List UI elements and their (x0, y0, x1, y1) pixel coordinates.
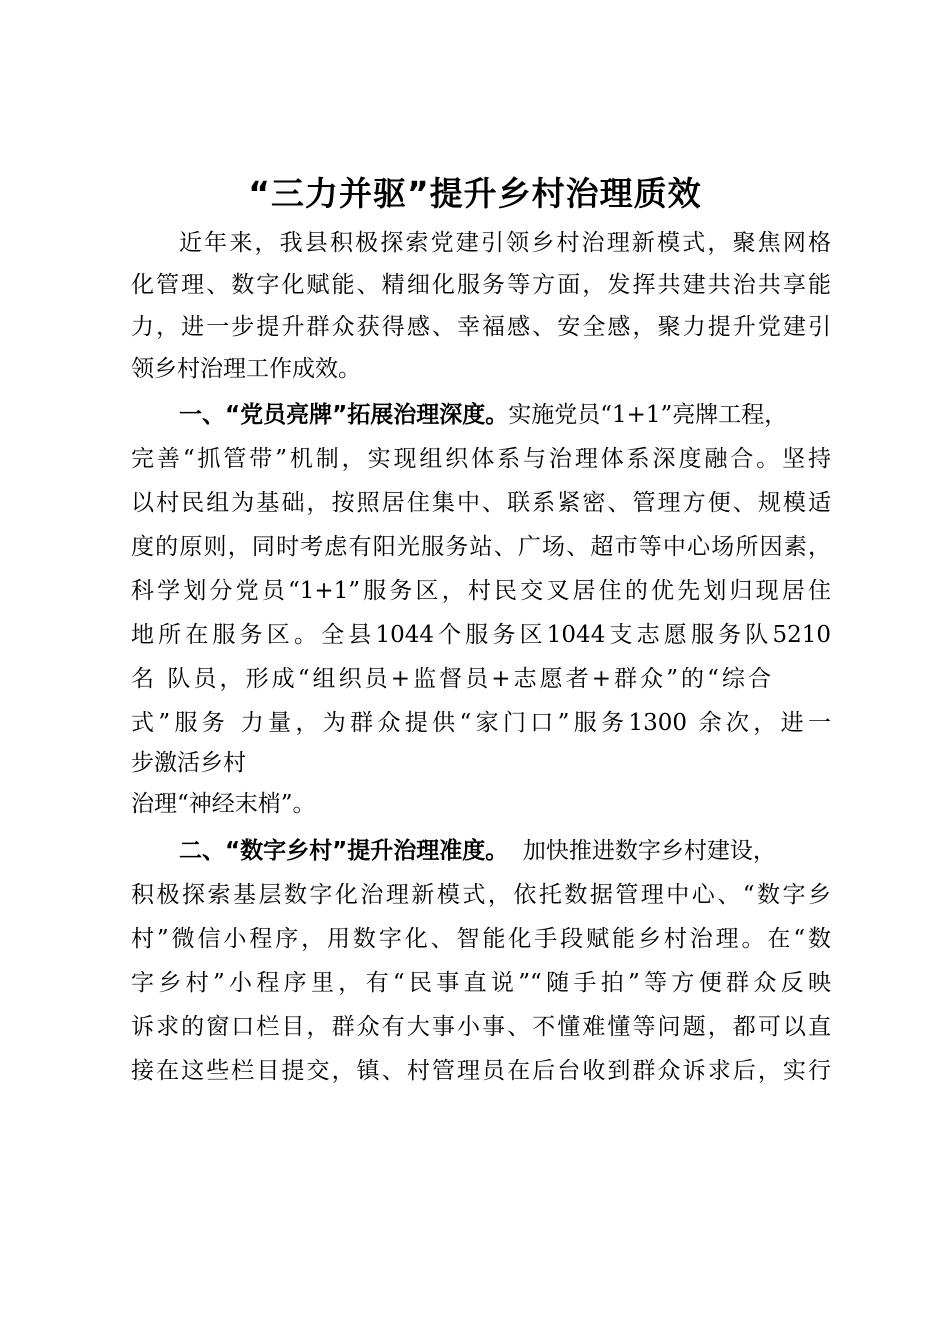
section2-first-line-rest: 加快推进数字乡村建设， (508, 838, 776, 864)
section1-line: 步激活乡村 (131, 750, 246, 776)
section1-line: 度的原则，同时考虑有阳光服务站、广场、超市等中心场所因素， (131, 534, 831, 560)
section1-line: 完善“抓管带”机制，实现组织体系与治理体系深度融合。坚持 (131, 446, 831, 472)
intro-line: 力，进一步提升群众获得感、幸福感、安全感，聚力提升党建引 (131, 314, 831, 340)
section1-line: 名 队员，形成“组织员+监督员+志愿者+群众”的“综合 (131, 666, 771, 692)
section2-line: 积极探索基层数字化治理新模式，依托数据管理中心、“数字乡 (131, 882, 831, 908)
section2-line: 村”微信小程序，用数字化、智能化手段赋能乡村治理。在“数 (131, 926, 831, 952)
intro-line: 领乡村治理工作成效。 (131, 356, 361, 382)
section2-line: 字乡村”小程序里，有“民事直说”“随手拍”等方便群众反映 (131, 970, 831, 996)
document-title: “三力并驱”提升乡村治理质效 (248, 174, 702, 213)
intro-line: 化管理、数字化赋能、精细化服务等方面，发挥共建共治共享能 (131, 272, 831, 298)
intro-line: 近年来，我县积极探索党建引领乡村治理新模式，聚焦网格 (179, 230, 831, 256)
section2-heading: 二、“数字乡村”提升治理准度。 (179, 838, 509, 864)
section2-first-line (179, 829, 831, 873)
section2-line: 接在这些栏目提交，镇、村管理员在后台收到群众诉求后，实行 (131, 1058, 831, 1084)
section2-line: 诉求的窗口栏目，群众有大事小事、不懂难懂等问题，都可以直 (131, 1014, 831, 1040)
section1-heading: 一、“党员亮牌”拓展治理深度。 (179, 402, 509, 428)
section1-first-line-rest: 实施党员“1+1”亮牌工程， (508, 402, 788, 428)
section1-line: 地所在服务区。全县1044个服务区1044支志愿服务队5210 (131, 622, 831, 648)
section1-first-line (179, 393, 831, 437)
section1-line: 科学划分党员“1+1”服务区，村民交叉居住的优先划归现居住 (131, 578, 831, 604)
section1-line: 式”服务 力量，为群众提供“家门口”服务1300 余次，进一 (131, 710, 831, 736)
section1-line: 治理“神经末梢”。 (131, 791, 316, 817)
section1-line: 以村民组为基础，按照居住集中、联系紧密、管理方便、规模适 (131, 490, 831, 516)
